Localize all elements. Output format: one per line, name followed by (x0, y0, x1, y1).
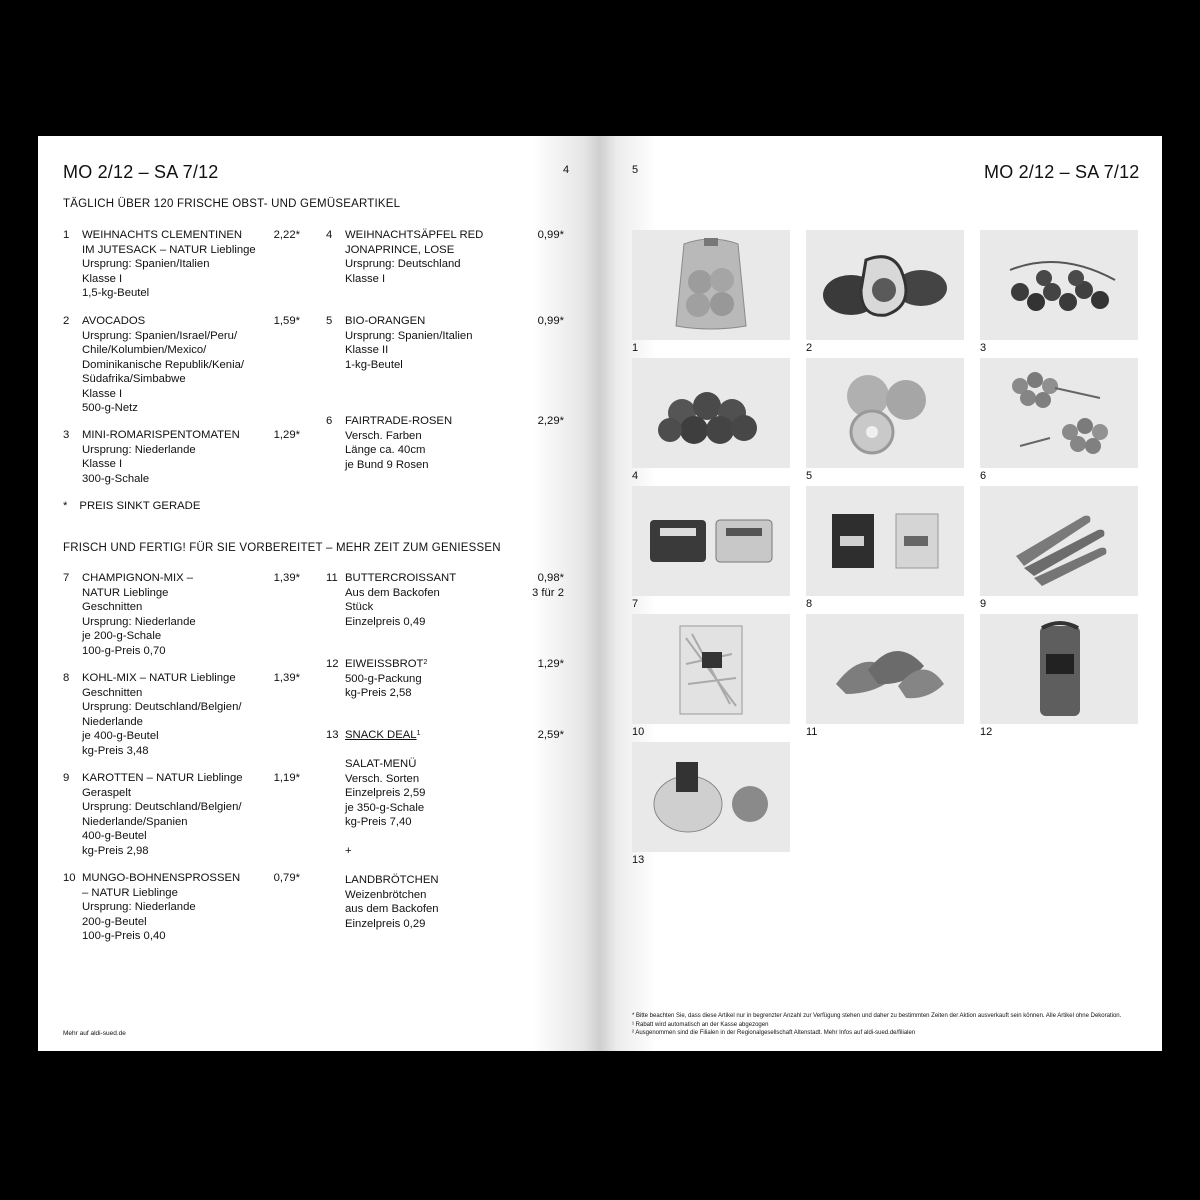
price: 1,39* (273, 672, 300, 684)
apples-icon (632, 358, 790, 468)
tile-label: 12 (980, 726, 993, 738)
price: 0,79* (273, 872, 300, 884)
page-number: 4 (563, 164, 570, 176)
multi-buy-offer: 3 für 2 (531, 586, 564, 599)
vine-tomatoes-icon (980, 230, 1138, 340)
right-page (600, 136, 1162, 1051)
page-title: MO 2/12 – SA 7/12 (984, 162, 1140, 182)
oranges-icon (806, 358, 964, 468)
cabbage-mix-icon (806, 486, 964, 596)
tile-label: 10 (632, 726, 645, 738)
left-page: MO 2/12 – SA 7/12 4 TÄGLICH ÜBER 120 FRISCHE OBST- UND GEMÜSEARTIKEL 1 WEIHNACHTS CLEMENTINEN IM JUTESACK – NATUR Lieblinge Ursprung: Spanien/Italien Klasse I 1,5-kg-Beutel 2,22* 2 AVOCADOS Ursprung: Spanien/Israel/Peru/ Chile/Kolumbien/Mexico/ Dominikanische Republik/Kenia/ Südafrika/Simbabwe Klasse I 500-g-Netz 1,59* 3 MINI-ROMARISPENTOMATEN Ursprung: Niederlande Klasse I 300-g-Schale 1,29* 4 WEIHNACHTSÄPFEL RED JONAPRINCE, LOSE Ursprung: Deutschland Klasse I 0,99* 5 BIO-ORANGEN Ursprung: Spanien/Italien Klasse II 1-kg-Beutel 0,99* 6 FAIRTRADE-ROSEN Versch. Farben Länge ca. 40cm je Bund 9 Rosen 2,29* * PREIS SINKT GERADE FRISCH UND FERTIG! FÜR SIE VORBEREITET – MEHR ZEIT ZUM GENIESSEN 7 CHAMPIGNON-MIX – NATUR Lieblinge Geschnitten Ursprung: Niederlande je 200-g-Schale 100-g-Preis 0,70 1,39* 8 KOHL-MIX – NATUR Lieblinge Geschnitten Ursprung: Deutschland/Belgien/ Niederlande je 400-g-Beutel kg-Preis 3,48 1,39* 9 KAROTTEN – NATUR Lieblinge Geraspelt Ursprung: Deutschland/Belgien/ Niederlande/Spanien 400-g-Beutel kg-Preis 2,98 1,19* 10 MUNGO-BOHNENSPROSSEN – NATUR Lieblinge Ursprung: Niederlande 200-g-Beutel 100-g-Preis 0,40 0,79* 11 BUTTERCROISSANT Aus dem Backofen Stück Einzelpreis 0,49 0,98* 3 für 2 12 EIWEISSBROT$^2$ 500-g-Packung kg-Preis 2,58 1,29* 13 SNACK DEAL$^1$ SALAT-MENÜ Versch. Sorten Einzelpreis 2,59 je 350-g-Schale kg-Preis 7,40 + LANDBRÖTCHEN Weizenbrötchen aus dem Backofen Einzelpreis 0,29 2,59* Mehr auf aldi-sued.de (38, 136, 600, 1051)
tile-label: 7 (632, 598, 639, 610)
price: 0,98* (537, 572, 564, 584)
tile-label: 9 (980, 598, 987, 610)
tile-label: 5 (806, 470, 813, 482)
bean-sprouts-icon (632, 614, 790, 724)
footnotes: * Bitte beachten Sie, dass diese Artikel nur in begrenzter Anzahl zur Verfügung stehen und daher zu bestimmten Zeiten der Aktion ausverkauft sein können. Alle Artikel ohne Dekoration. ¹ Rabatt wird automatisch an der Kasse abgezogen ² Ausgenommen sind die Filialen in der Regionalgesellschaft Altenstadt. Mehr Infos auf aldi-sued.de/filialen (632, 1013, 1122, 1036)
croissants-icon (806, 614, 964, 724)
price: 0,99* (537, 315, 564, 327)
snack-deal-title: SNACK DEAL (345, 729, 417, 741)
price: 2,29* (537, 415, 564, 427)
page-title: MO 2/12 – SA 7/12 (63, 162, 219, 182)
section-heading-ready-made: FRISCH UND FERTIG! FÜR SIE VORBEREITET – MEHR ZEIT ZUM GENIESSEN (63, 542, 501, 554)
tile-label: 13 (632, 854, 645, 866)
mushroom-mix-icon (632, 486, 790, 596)
asterisk-note: * PREIS SINKT GERADE (63, 500, 201, 512)
page-number: 5 (632, 164, 639, 176)
price: 1,29* (273, 429, 300, 441)
price: 1,39* (273, 572, 300, 584)
price: 2,22* (273, 229, 300, 241)
section-heading-fresh-produce: TÄGLICH ÜBER 120 FRISCHE OBST- UND GEMÜSEARTIKEL (63, 198, 401, 210)
tile-label: 11 (806, 726, 818, 738)
carrots-icon (980, 486, 1138, 596)
avocados-icon (806, 230, 964, 340)
price: 1,59* (273, 315, 300, 327)
clementines-net-bag-icon (632, 230, 790, 340)
protein-bread-icon (980, 614, 1138, 724)
price: 2,59* (537, 729, 564, 741)
tile-label: 3 (980, 342, 987, 354)
tile-label: 1 (632, 342, 639, 354)
tile-label: 8 (806, 598, 813, 610)
tile-label: 6 (980, 470, 987, 482)
tile-label: 2 (806, 342, 813, 354)
price: 1,29* (537, 658, 564, 670)
price: 0,99* (537, 229, 564, 241)
tile-label: 4 (632, 470, 639, 482)
roses-icon (980, 358, 1138, 468)
footer-link-text: Mehr auf aldi-sued.de (63, 1030, 126, 1037)
salad-menu-bread-roll-icon (632, 742, 790, 852)
price: 1,19* (273, 772, 300, 784)
